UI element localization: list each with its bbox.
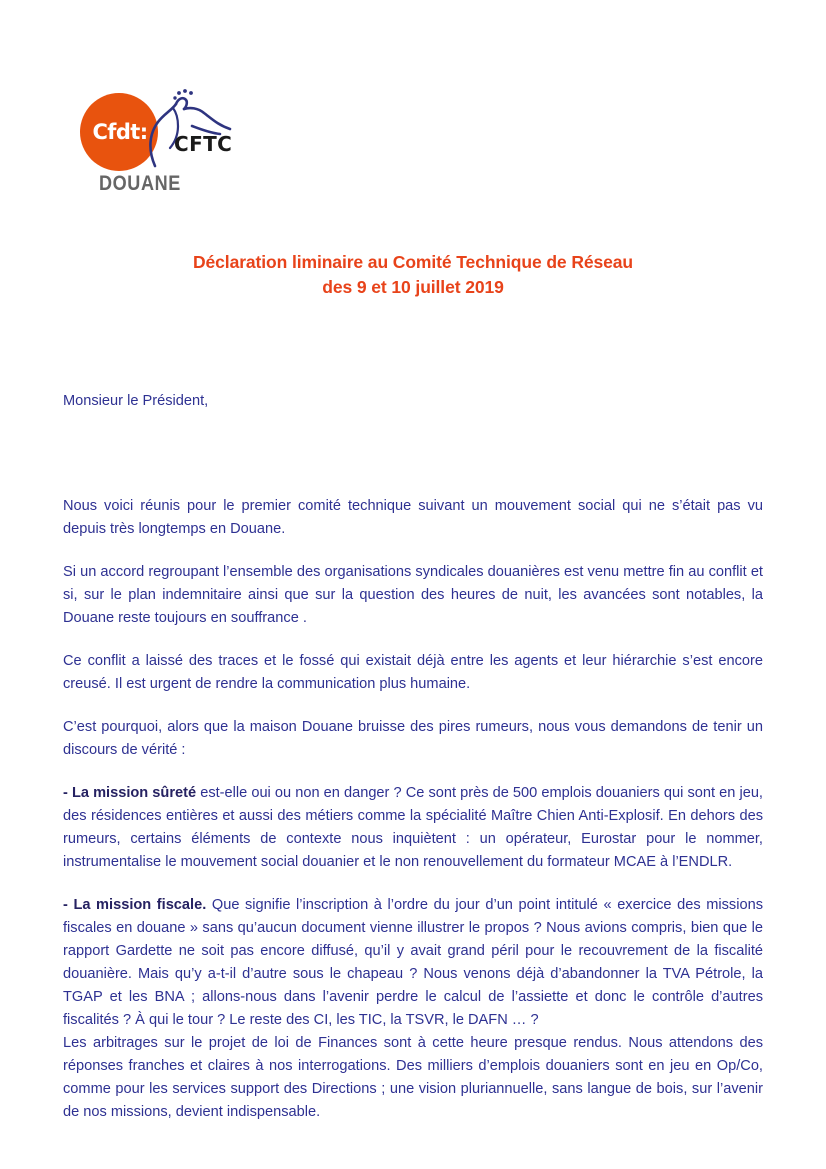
- mission-fiscale-lead: - La mission fiscale.: [63, 897, 207, 913]
- document-body: [63, 390, 763, 1120]
- salutation: Monsieur le Président,: [63, 393, 209, 409]
- paragraph-1: Nous voici réunis pour le premier comité technique suivant un mouvement social qui ne s’était pas vu depuis très longtemps en Douane.: [63, 498, 763, 537]
- title-line-2: des 9 et 10 juillet 2019: [322, 277, 504, 297]
- douane-logo-text: DOUANE: [99, 172, 181, 195]
- paragraph-arbitrages: Les arbitrages sur le projet de loi de Finances sont à cette heure presque rendus. Nous attendons des réponses franches et claires à nos interrogations. Des milliers d’emplois douaniers sont en jeu en Op/Co, comme pour les services support des Directions ; une vision pluriannuelle, sans langue de bois, sur l’avenir de nos missions, devient indispensable.: [63, 1035, 763, 1120]
- organization-logo: [80, 88, 300, 208]
- cftc-figure-icon: [142, 88, 234, 168]
- mission-fiscale-text: Que signifie l’inscription à l’ordre du jour d’un point intitulé « exercice des missions fiscales en douane » sans qu’aucun document vienne illustrer le propos ? Nous avions compris, bien que le rapport Gardette ne soit pas encore diffusé, qu’il y avait grand péril pour le recouvrement de la fiscalité douanière. Mais qu’y a-t-il d’autre sous le chapeau ? Nous venons déjà d’abandonner la TVA Pétrole, la TGAP et les BNA ; allons-nous dans l’avenir perdre le calcul de l’assiette et donc le contrôle d’autres fiscalités ? À qui le tour ? Le reste des CI, les TIC, la TSVR, le DAFN … ?: [63, 897, 763, 1028]
- paragraph-mission-fiscale: [63, 894, 763, 1032]
- document-title: [63, 250, 763, 300]
- cftc-logo-text: CFTC: [174, 132, 233, 156]
- cfdt-logo-text: Cfdt:: [92, 119, 148, 144]
- paragraph-list: [63, 495, 763, 1144]
- paragraph-4: C’est pourquoi, alors que la maison Douane bruisse des pires rumeurs, nous vous demandons de tenir un discours de vérité :: [63, 719, 763, 758]
- title-line-1: Déclaration liminaire au Comité Technique de Réseau: [193, 252, 633, 272]
- paragraph-2: Si un accord regroupant l’ensemble des organisations syndicales douanières est venu mettre fin au conflit et si, sur le plan indemnitaire ainsi que sur la question des heures de nuit, les avancées sont notables, la Douane reste toujours en souffrance .: [63, 564, 763, 626]
- paragraph-mission-surete: [63, 782, 763, 874]
- mission-surete-text: est-elle oui ou non en danger ? Ce sont près de 500 emplois douaniers qui sont en jeu, des résidences entières et aussi des métiers comme la spécialité Maître Chien Anti-Explosif. En dehors des rumeurs, certains éléments de contexte nous inquiètent : un opérateur, Eurostar pour le nommer, instrumentalise le mouvement social douanier et le non renouvellement du formateur MCAE à l’ENDLR.: [63, 785, 763, 870]
- paragraph-3: Ce conflit a laissé des traces et le fossé qui existait déjà entre les agents et leur hiérarchie s’est encore creusé. Il est urgent de rendre la communication plus humaine.: [63, 653, 763, 692]
- mission-surete-lead: - La mission sûreté: [63, 785, 197, 801]
